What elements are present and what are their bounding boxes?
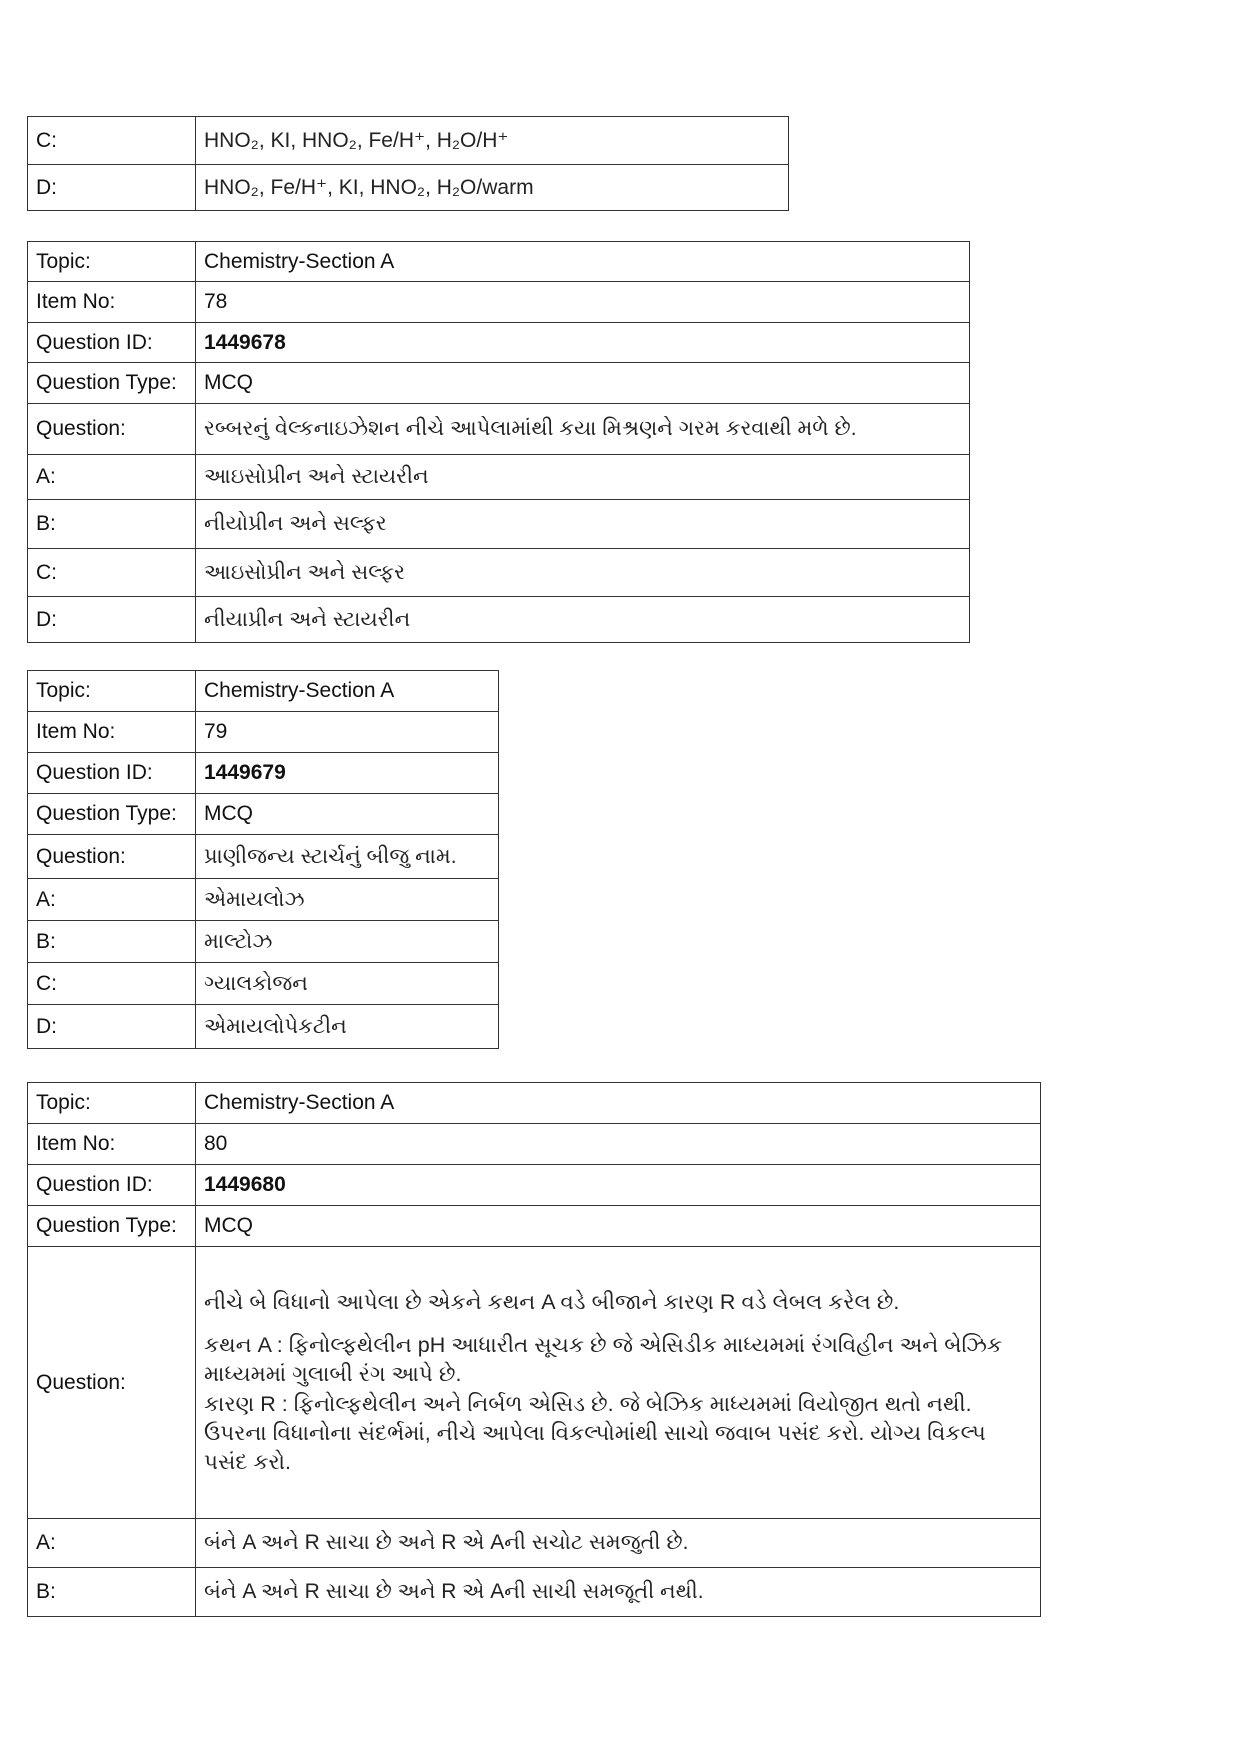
option-text: નીયોપ્રીન અને સલ્ફર [196,500,970,549]
table-row [28,753,499,794]
table-row [28,117,789,165]
prev-item-table [27,116,789,211]
item-no-label: Item No: [28,1124,196,1165]
option-label: A: [28,455,196,500]
table-row [28,879,499,921]
table-row [28,835,499,879]
option-label: B: [28,500,196,549]
item-no-label: Item No: [28,282,196,323]
question-label: Question: [28,1247,196,1519]
table-row [28,1005,499,1049]
table-row [28,1519,1041,1568]
question-table-79 [27,670,499,1049]
question-table-80 [27,1082,1041,1617]
option-text: એમાયલોપેકટીન [196,1005,499,1049]
topic-value: Chemistry-Section A [196,242,970,282]
question-id-value: 1449680 [196,1165,1041,1206]
table-row [28,794,499,835]
item-no-value: 78 [196,282,970,323]
option-label: B: [28,1568,196,1617]
table-row [28,712,499,753]
option-label: A: [28,1519,196,1568]
option-label: D: [28,1005,196,1049]
table-row [28,963,499,1005]
question-text: પ્રાણીજન્ય સ્ટાર્ચનું બીજુ નામ. [196,835,499,879]
table-row [28,404,970,455]
topic-label: Topic: [28,242,196,282]
topic-label: Topic: [28,671,196,712]
topic-value: Chemistry-Section A [196,671,499,712]
question-type-label: Question Type: [28,1206,196,1247]
question-id-label: Question ID: [28,323,196,363]
question-type-value: MCQ [196,794,499,835]
table-row [28,549,970,597]
option-text: બંને A અને R સાચા છે અને R એ Aની સાચી સમજૂતી નથી. [196,1568,1041,1617]
option-text: માલ્ટોઝ [196,921,499,963]
question-type-label: Question Type: [28,794,196,835]
option-label: D: [28,165,196,211]
question-intro: નીચે બે વિધાનો આપેલા છે એકને કથન A વડે બીજાને કારણ R વડે લેબલ કરેલ છે. [204,1290,900,1315]
table-row [28,242,970,282]
question-id-value: 1449678 [196,323,970,363]
option-text: બંને A અને R સાચા છે અને R એ Aની સચોટ સમજુતી છે. [196,1519,1041,1568]
table-row [28,1124,1041,1165]
option-label: C: [28,549,196,597]
option-label: B: [28,921,196,963]
question-id-label: Question ID: [28,1165,196,1206]
question-type-label: Question Type: [28,363,196,404]
topic-label: Topic: [28,1083,196,1124]
option-text: આઇસોપ્રીન અને સલ્ફર [196,549,970,597]
table-row [28,1083,1041,1124]
topic-value: Chemistry-Section A [196,1083,1041,1124]
question-type-value: MCQ [196,1206,1041,1247]
question-text [196,1247,1041,1519]
statement-a: કથન A : ફિનોલ્ફથેલીન pH આધારીત સૂચક છે જે એસિડીક માધ્યમમાં રંગવિહીન અને બેઝિક માધ્યમમાં ગુલાબી રંગ આપે છે. [204,1333,1003,1387]
item-no-value: 80 [196,1124,1041,1165]
question-text: રબ્બરનું વેલ્કનાઇઝેશન નીચે આપેલામાંથી કયા મિશ્રણને ગરમ કરવાથી મળે છે. [196,404,970,455]
question-id-label: Question ID: [28,753,196,794]
table-row [28,1206,1041,1247]
table-row [28,363,970,404]
option-text: એમાયલોઝ [196,879,499,921]
option-text: આઇસોપ્રીન અને સ્ટાયરીન [196,455,970,500]
option-label: A: [28,879,196,921]
question-type-value: MCQ [196,363,970,404]
item-no-label: Item No: [28,712,196,753]
option-text: HNO₂, Fe/H⁺, KI, HNO₂, H₂O/warm [196,165,789,211]
table-row [28,921,499,963]
table-row [28,1247,1041,1519]
option-label: C: [28,117,196,165]
table-row [28,1165,1041,1206]
table-row [28,597,970,643]
table-row [28,1568,1041,1617]
option-label: C: [28,963,196,1005]
option-text: HNO₂, KI, HNO₂, Fe/H⁺, H₂O/H⁺ [196,117,789,165]
item-no-value: 79 [196,712,499,753]
question-label: Question: [28,404,196,455]
question-id-value: 1449679 [196,753,499,794]
table-row [28,500,970,549]
instruction: ઉપરના વિધાનોના સંદર્ભમાં, નીચે આપેલા વિકલ્પોમાંથી સાચો જવાબ પસંદ કરો. યોગ્ય વિકલ્પ પસંદ કરો. [204,1420,986,1474]
table-row [28,165,789,211]
question-label: Question: [28,835,196,879]
option-text: નીયાપ્રીન અને સ્ટાયરીન [196,597,970,643]
table-row [28,455,970,500]
question-table-78 [27,241,970,643]
reason-r: કારણ R : ફિનોલ્ફથેલીન અને નિર્બળ એસિડ છે. જે બેઝિક માધ્યમમાં વિયોજીત થતો નથી. [204,1391,972,1416]
option-text: ગ્યાલકોજન [196,963,499,1005]
table-row [28,671,499,712]
table-row [28,282,970,323]
table-row [28,323,970,363]
option-label: D: [28,597,196,643]
